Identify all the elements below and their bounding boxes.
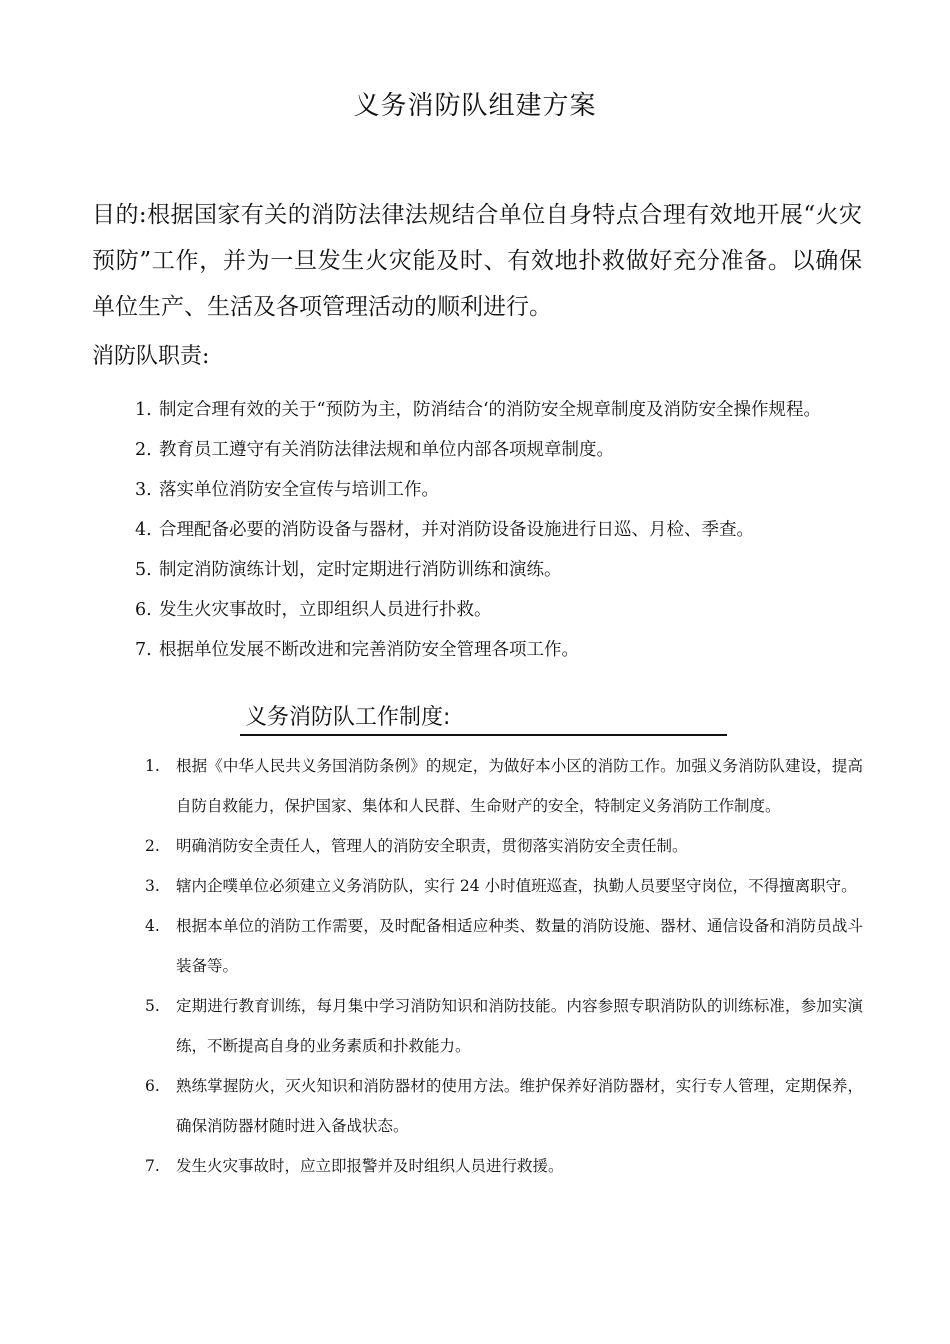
duty-number: 3. bbox=[135, 480, 152, 500]
duty-item bbox=[135, 550, 865, 590]
duty-number: 2. bbox=[135, 440, 152, 460]
duty-number: 1. bbox=[135, 400, 152, 420]
duty-item bbox=[135, 630, 865, 670]
duty-item bbox=[135, 430, 865, 470]
rule-item bbox=[145, 746, 863, 826]
duty-text: 制定合理有效的关于“预防为主，防消结合‘的消防安全规章制度及消防安全操作规程。 bbox=[159, 400, 822, 420]
duty-text: 教育员工遵守有关消防法律法规和单位内部各项规章制度。 bbox=[159, 440, 614, 460]
rules-list bbox=[145, 746, 863, 1186]
rule-text: 明确消防安全责任人，管理人的消防安全职责，贯彻落实消防安全责任制。 bbox=[176, 837, 688, 855]
rule-text: 根据本单位的消防工作需要，及时配备相适应种类、数量的消防设施、器材、通信设备和消防员战斗装备等。 bbox=[176, 917, 863, 975]
document-title: 义务消防队组建方案 bbox=[353, 91, 597, 121]
duties-heading: 消防队职责: bbox=[92, 344, 210, 369]
rule-item bbox=[145, 866, 863, 906]
rules-heading: 义务消防队工作制度: bbox=[245, 705, 451, 730]
rule-text: 定期进行教育训练，每月集中学习消防知识和消防技能。内容参照专职消防队的训练标准，参加实演练，不断提高自身的业务素质和扑救能力。 bbox=[176, 997, 863, 1055]
rule-item bbox=[145, 1066, 863, 1146]
duties-list bbox=[135, 390, 865, 670]
rules-heading-underline bbox=[240, 734, 727, 736]
rule-number: 5. bbox=[145, 997, 160, 1015]
duty-number: 6. bbox=[135, 600, 152, 620]
duty-text: 制定消防演练计划，定时定期进行消防训练和演练。 bbox=[159, 560, 562, 580]
purpose-paragraph: 目的:根据国家有关的消防法律法规结合单位自身特点合理有效地开展“火灾预防”工作，并为一旦发生火灾能及时、有效地扑救做好充分准备。以确保单位生产、生活及各项管理活动的顺利进行。 bbox=[92, 202, 862, 320]
rule-item bbox=[145, 1146, 863, 1186]
rule-number: 7. bbox=[145, 1157, 160, 1175]
duty-item bbox=[135, 470, 865, 510]
duty-text: 根据单位发展不断改进和完善消防安全管理各项工作。 bbox=[159, 640, 579, 660]
rule-item bbox=[145, 906, 863, 986]
duty-number: 7. bbox=[135, 640, 152, 660]
rule-text: 根据《中华人民共义务国消防条例》的规定，为做好本小区的消防工作。加强义务消防队建设，提高自防自救能力，保护国家、集体和人民群、生命财产的安全，特制定义务消防工作制度。 bbox=[176, 757, 863, 815]
rule-number: 4. bbox=[145, 917, 160, 935]
rule-number: 2. bbox=[145, 837, 160, 855]
rule-text: 辖内企噗单位必须建立义务消防队，实行 24 小时值班巡查，执勤人员要坚守岗位，不得擅离职守。 bbox=[176, 877, 857, 895]
rule-item bbox=[145, 826, 863, 866]
duty-text: 发生火灾事故时，立即组织人员进行扑救。 bbox=[159, 600, 492, 620]
rule-number: 6. bbox=[145, 1077, 160, 1095]
rule-item bbox=[145, 986, 863, 1066]
duty-item bbox=[135, 510, 865, 550]
duty-number: 5. bbox=[135, 560, 152, 580]
rule-number: 3. bbox=[145, 877, 160, 895]
duty-item bbox=[135, 590, 865, 630]
rule-text: 发生火灾事故时，应立即报警并及时组织人员进行救援。 bbox=[176, 1157, 564, 1175]
duty-text: 合理配备必要的消防设备与器材，并对消防设备设施进行日巡、月检、季查。 bbox=[159, 520, 754, 540]
rule-text: 熟练掌握防火，灭火知识和消防器材的使用方法。维护保养好消防器材，实行专人管理，定期保养，确保消防器材随时进入备战状态。 bbox=[176, 1077, 863, 1135]
duty-number: 4. bbox=[135, 520, 152, 540]
duty-item bbox=[135, 390, 865, 430]
duty-text: 落实单位消防安全宣传与培训工作。 bbox=[159, 480, 439, 500]
rule-number: 1. bbox=[145, 757, 160, 775]
